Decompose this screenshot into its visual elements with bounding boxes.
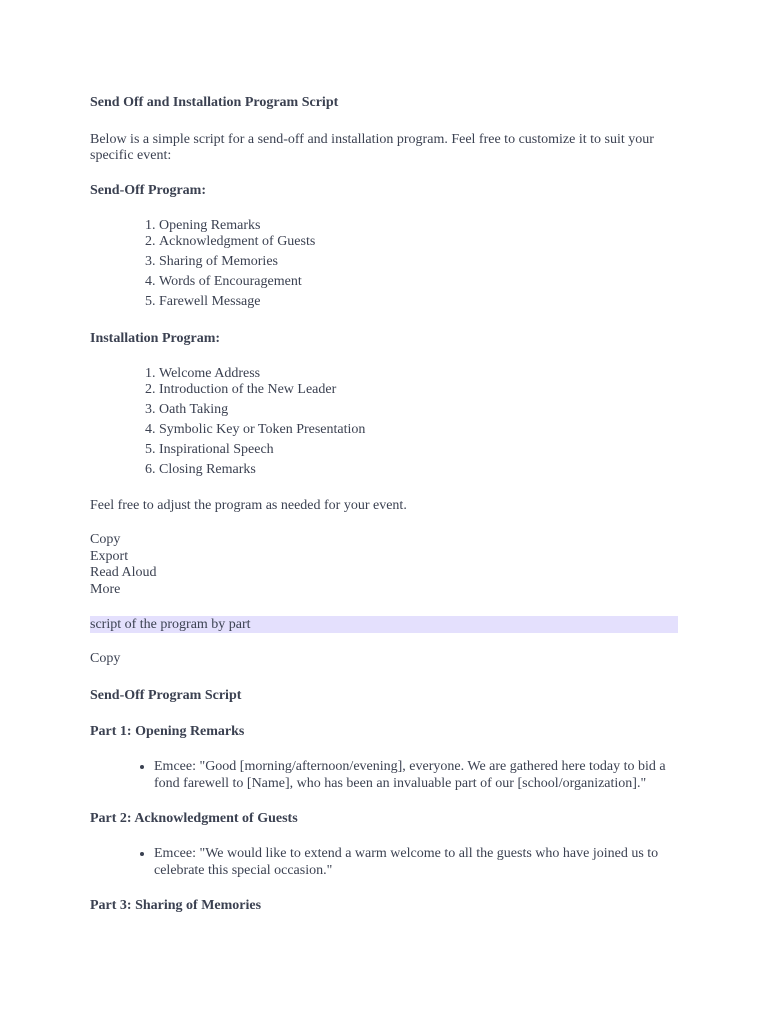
list-item: • Emcee: "We would like to extend a warm welcome to all the guests who have joined us to celebrate this special occasion." <box>154 846 680 879</box>
response-actions <box>90 532 680 598</box>
more-button[interactable]: More <box>90 581 121 597</box>
installation-list <box>90 366 680 478</box>
sendoff-list <box>90 218 680 310</box>
copy-button-2[interactable]: Copy <box>90 651 121 666</box>
list-item: • Emcee: "Good [morning/afternoon/evening], everyone. We are gathered here today to bid a fond farewell to [Name], who has been an invaluable part of our [school/organization]." <box>154 759 680 792</box>
list-item: 4. Words of Encouragement <box>159 274 680 290</box>
list-item: 4. Symbolic Key or Token Presentation <box>159 422 680 438</box>
part-list <box>90 759 680 792</box>
list-item: 2. Introduction of the New Leader <box>159 382 680 398</box>
part-heading: Part 2: Acknowledgment of Guests <box>90 811 298 826</box>
installation-heading: Installation Program: <box>90 331 221 346</box>
list-item: 3. Sharing of Memories <box>159 254 680 270</box>
intro-paragraph: Below is a simple script for a send-off and installation program. Feel free to customize it to suit your specific event: <box>90 132 654 163</box>
read-aloud-button[interactable]: Read Aloud <box>90 565 157 580</box>
document-title: Send Off and Installation Program Script <box>90 95 339 110</box>
part-heading: Part 3: Sharing of Memories <box>90 898 262 913</box>
export-button[interactable]: Export <box>90 548 129 564</box>
copy-button[interactable]: Copy <box>90 532 121 547</box>
sendoff-heading: Send-Off Program: <box>90 183 206 198</box>
list-item: 6. Closing Remarks <box>159 462 680 478</box>
list-item: 3. Oath Taking <box>159 402 680 418</box>
list-item: 2. Acknowledgment of Guests <box>159 234 680 250</box>
list-item: 5. Inspirational Speech <box>159 442 680 458</box>
part-list <box>90 846 680 879</box>
part-heading: Part 1: Opening Remarks <box>90 724 245 739</box>
closing-note: Feel free to adjust the program as needed for your event. <box>90 498 407 513</box>
document-content <box>90 94 680 933</box>
script-heading: Send-Off Program Script <box>90 688 242 703</box>
list-item: 1. Opening Remarks <box>159 218 680 234</box>
list-item: 5. Farewell Message <box>159 294 680 310</box>
user-prompt: script of the program by part <box>90 616 678 633</box>
list-item: 1. Welcome Address <box>159 366 680 382</box>
